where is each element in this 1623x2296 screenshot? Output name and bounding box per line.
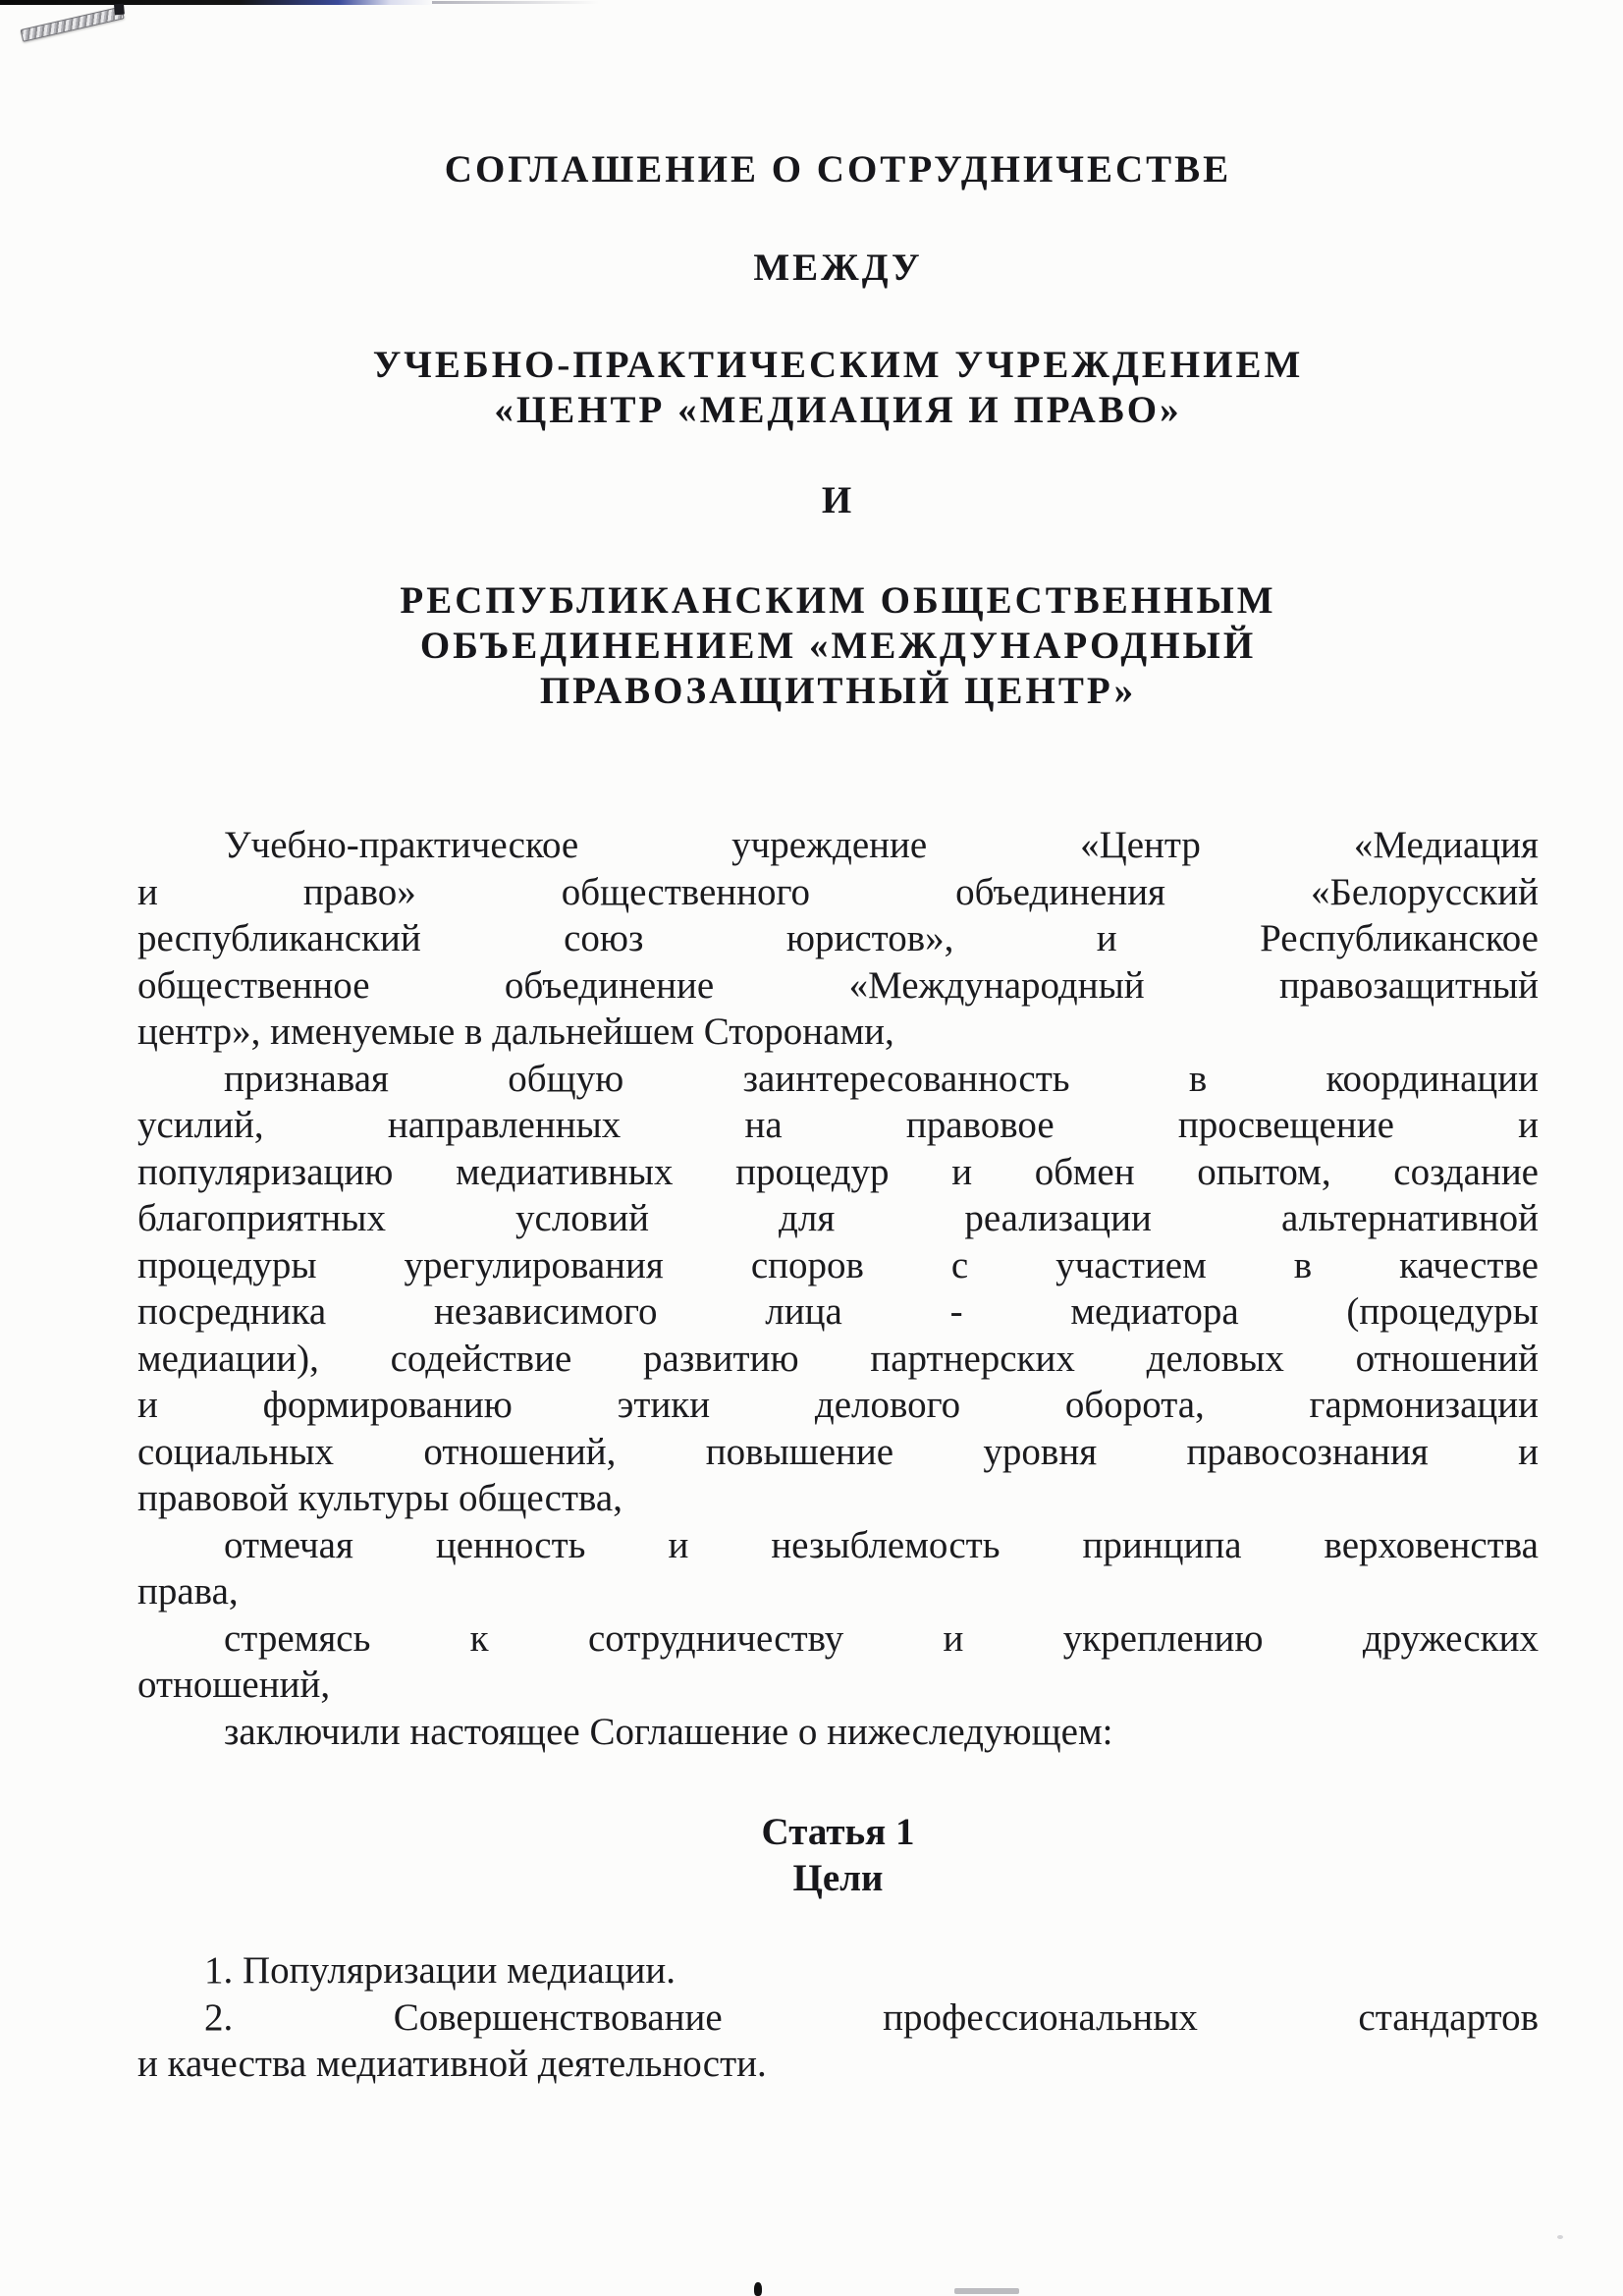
staple-icon bbox=[21, 6, 125, 42]
heading-and: И bbox=[821, 479, 855, 521]
text-line: общественное объединение «Международный правозащитный bbox=[137, 963, 1539, 1007]
staple-tip bbox=[114, 4, 125, 16]
text-line: республиканский союз юристов», и Республиканское bbox=[137, 917, 1539, 959]
heading-between: МЕЖДУ bbox=[753, 246, 923, 289]
document-content bbox=[137, 0, 1539, 2088]
text-line: посредника независимого лица - медиатора (процедуры bbox=[137, 1290, 1539, 1333]
article-1-goals-list bbox=[137, 1947, 1539, 2088]
agreement-preamble bbox=[137, 822, 1539, 1755]
party-one-line-2: «ЦЕНТР «МЕДИАЦИЯ И ПРАВО» bbox=[494, 389, 1182, 431]
text-line: и качества медиативной деятельности. bbox=[137, 2043, 767, 2085]
text-line: стремясь к сотрудничеству и укреплению дружеских bbox=[224, 1616, 1539, 1660]
text-line: права, bbox=[137, 1570, 239, 1613]
ink-speck bbox=[1557, 2235, 1563, 2239]
party-one-name bbox=[137, 343, 1539, 433]
party-two-line-1: РЕСПУБЛИКАНСКИМ ОБЩЕСТВЕННЫМ bbox=[400, 579, 1276, 622]
text-line: усилий, направленных на правовое просвещение и bbox=[137, 1104, 1539, 1146]
text-line: процедуры урегулирования споров с участием в качестве bbox=[137, 1243, 1539, 1286]
text-line: и формированию этики делового оборота, гармонизации bbox=[137, 1384, 1539, 1426]
text-line: признавая общую заинтересованность в координации bbox=[224, 1057, 1539, 1100]
text-line: благоприятных условий для реализации альтернативной bbox=[137, 1197, 1539, 1239]
ink-speck bbox=[754, 2282, 762, 2296]
document-title: СОГЛАШЕНИЕ О СОТРУДНИЧЕСТВЕ bbox=[444, 148, 1232, 191]
text-line: и право» общественного объединения «Белорусский bbox=[137, 870, 1539, 913]
party-two-line-2: ОБЪЕДИНЕНИЕМ «МЕЖДУНАРОДНЫЙ bbox=[419, 625, 1257, 667]
text-line: заключили настоящее Соглашение о нижеследующем: bbox=[224, 1710, 1113, 1753]
article-1-heading: Статья 1 bbox=[761, 1811, 915, 1853]
text-line: правовой культуры общества, bbox=[137, 1477, 622, 1519]
text-line: отмечая ценность и незыблемость принципа верховенства bbox=[224, 1523, 1539, 1566]
article-1-subheading: Цели bbox=[792, 1857, 884, 1899]
ink-speck bbox=[954, 2288, 1019, 2294]
text-line: отношений, bbox=[137, 1664, 331, 1706]
text-line: социальных отношений, повышение уровня правосознания и bbox=[137, 1430, 1539, 1473]
text-line: 2. Совершенствование профессиональных стандартов bbox=[204, 1995, 1539, 2039]
text-line: медиации), содействие развитию партнерских деловых отношений bbox=[137, 1337, 1539, 1380]
text-line: центр», именуемые в дальнейшем Сторонами, bbox=[137, 1011, 894, 1053]
text-line: популяризацию медиативных процедур и обмен опытом, создание bbox=[137, 1150, 1539, 1193]
text-line: 1. Популяризации медиации. bbox=[204, 1949, 676, 1992]
party-two-name bbox=[137, 578, 1539, 714]
party-two-line-3: ПРАВОЗАЩИТНЫЙ ЦЕНТР» bbox=[539, 670, 1137, 712]
party-one-line-1: УЧЕБНО-ПРАКТИЧЕСКИМ УЧРЕЖДЕНИЕМ bbox=[372, 344, 1304, 386]
text-line: Учебно-практическое учреждение «Центр «Медиация bbox=[224, 824, 1539, 866]
